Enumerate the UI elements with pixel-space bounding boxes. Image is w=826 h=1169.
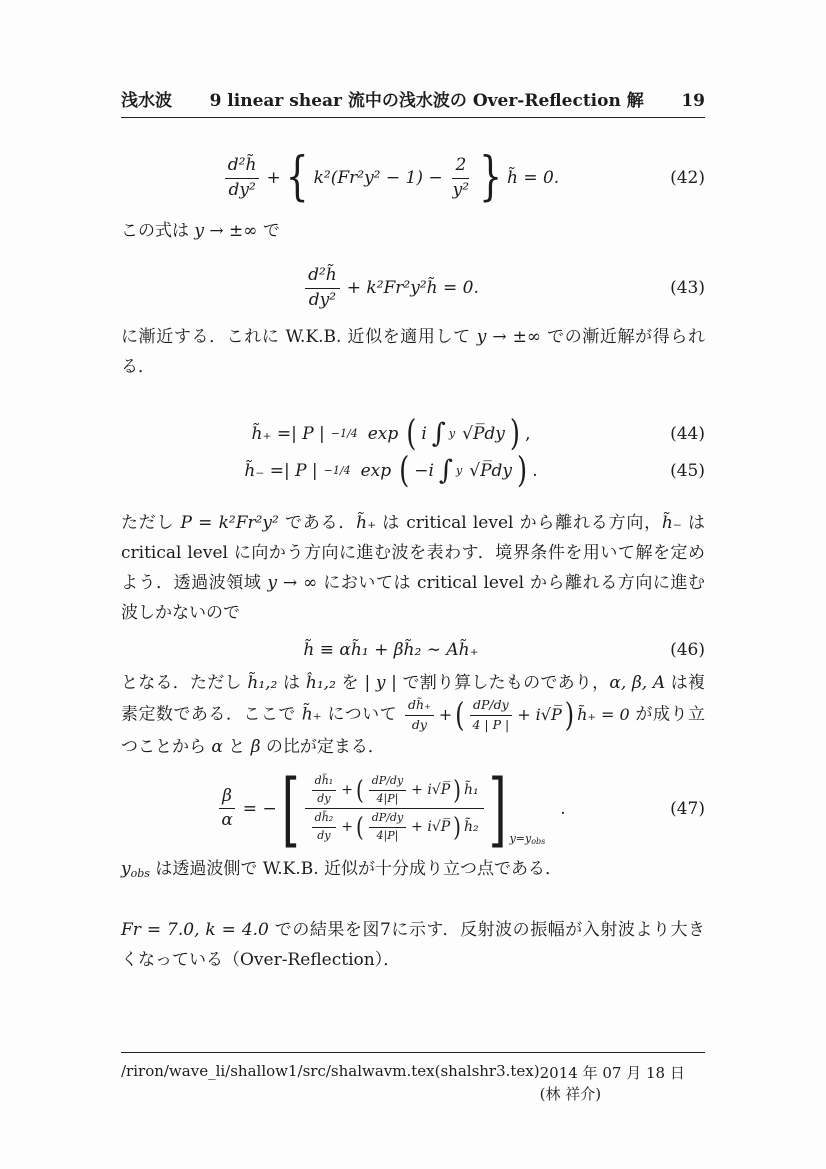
math-term: + k²Fr²y²h̃ = 0. bbox=[346, 278, 479, 299]
body-text: に漸近する．これに W.K.B. 近似を適用して bbox=[121, 327, 477, 348]
integral-upper-limit: y bbox=[448, 427, 456, 441]
equation-46-body bbox=[121, 640, 661, 660]
fraction-denominator: dy bbox=[317, 828, 331, 842]
inline-math: Fr = 7.0, k = 4.0 bbox=[121, 919, 269, 940]
text-column bbox=[121, 86, 705, 975]
body-text: においては critical level から離れる方向に進む波しかないので bbox=[121, 573, 705, 624]
math-operator: + bbox=[341, 819, 353, 836]
body-text: が成り立つことから bbox=[121, 704, 705, 757]
punctuation: . bbox=[532, 460, 538, 481]
evaluation-subscript bbox=[510, 832, 546, 846]
math-term: h̃ ≡ αh̃₁ + βh̃₂ ∼ Ah̃₊ bbox=[303, 640, 479, 661]
subscript-sub-text: obs bbox=[531, 836, 546, 846]
right-paren-delimiter: ) bbox=[517, 450, 528, 491]
equation-46 bbox=[121, 640, 705, 660]
body-text: は透過波側で W.K.B. 近似が十分成り立つ点である． bbox=[149, 858, 563, 879]
fraction-denominator: α bbox=[221, 810, 233, 831]
left-paren-delimiter: ( bbox=[399, 450, 410, 491]
superscript: −1/4 bbox=[330, 427, 358, 441]
inline-math: y → ±∞ bbox=[476, 327, 542, 348]
equation-number: (42) bbox=[670, 168, 705, 189]
body-text: の比が定まる． bbox=[260, 736, 385, 757]
body-text: は critical level に向かう方向に進む波を表わす．境界条件を用いて解を定めよう．透過波領域 bbox=[121, 513, 706, 594]
inline-math: ĥ₁,₂ bbox=[305, 673, 336, 694]
fraction bbox=[369, 812, 406, 842]
equation-43-body bbox=[121, 266, 661, 310]
paragraph-5 bbox=[121, 854, 705, 889]
punctuation: , bbox=[525, 423, 531, 444]
math-term: h̃₊ =| P | bbox=[251, 423, 325, 444]
fraction bbox=[312, 812, 337, 842]
left-paren-delimiter: ( bbox=[455, 696, 465, 734]
equation-43 bbox=[121, 266, 705, 310]
fraction-denominator: y² bbox=[452, 179, 470, 200]
fraction bbox=[369, 775, 406, 805]
inline-math: | y | bbox=[364, 673, 397, 694]
fraction-numerator: d²h̃ bbox=[305, 266, 340, 289]
superscript: −1/4 bbox=[323, 464, 351, 478]
left-brace-delimiter: { bbox=[285, 147, 309, 208]
math-operator: + bbox=[341, 782, 353, 799]
fraction bbox=[469, 698, 512, 732]
equation-47-body bbox=[121, 761, 661, 856]
integral-sign: ∫ bbox=[438, 455, 454, 487]
left-paren-delimiter: ( bbox=[355, 811, 364, 843]
fraction bbox=[225, 156, 260, 200]
body-text: で bbox=[257, 221, 280, 242]
fraction-numerator: 2 bbox=[452, 156, 469, 179]
math-term: h̃₋ =| P | bbox=[244, 460, 318, 481]
fraction-numerator: dh̃₁ bbox=[312, 775, 337, 791]
math-term: h̃₂ bbox=[463, 819, 479, 836]
equation-number: (44) bbox=[670, 423, 705, 444]
fraction-denominator: 4 | P | bbox=[472, 716, 510, 732]
paragraph-6 bbox=[121, 915, 705, 975]
math-term: √P̅dy bbox=[469, 460, 513, 481]
inline-math: α bbox=[211, 736, 223, 757]
running-head-section-title: 9 linear shear 流中の浅水波の Over-Reflection 解 bbox=[209, 91, 644, 111]
fraction-denominator: dy² bbox=[308, 289, 337, 310]
fraction-denominator: dy bbox=[411, 716, 427, 732]
fraction-numerator: dh̃₂ bbox=[312, 812, 337, 828]
equation-47 bbox=[121, 761, 705, 856]
inline-math: α, β, A bbox=[609, 673, 666, 694]
big-fraction bbox=[305, 772, 484, 846]
right-brace-delimiter: } bbox=[479, 147, 502, 208]
math-term: h̃₊ = 0 bbox=[577, 705, 630, 725]
fraction-numerator: dh̃₊ bbox=[405, 698, 434, 715]
body-text: は critical level から離れる方向， bbox=[376, 513, 662, 534]
subscript: obs bbox=[130, 866, 150, 880]
math-operator: = − bbox=[242, 798, 277, 819]
math-function: exp bbox=[360, 460, 392, 481]
fraction-numerator: dP/dy bbox=[369, 812, 406, 828]
body-text: は複素定数である．ここで bbox=[121, 673, 706, 725]
body-text: となる．ただし bbox=[121, 673, 248, 694]
math-term: k²(Fr²y² − 1) − bbox=[313, 168, 443, 189]
right-paren-delimiter: ) bbox=[453, 811, 461, 843]
paragraph-4 bbox=[121, 668, 705, 762]
equation-number: (43) bbox=[670, 278, 705, 299]
equation-number: (47) bbox=[670, 798, 705, 819]
math-operator: + bbox=[438, 705, 453, 725]
fraction bbox=[450, 156, 472, 200]
math-term: + i√P̅ bbox=[411, 782, 451, 799]
inline-math: h̃₋ bbox=[661, 513, 682, 534]
fraction bbox=[218, 787, 235, 831]
body-text: である． bbox=[278, 513, 357, 534]
right-paren-delimiter: ) bbox=[453, 774, 461, 806]
equation-42-body bbox=[121, 147, 661, 208]
footer-file-path: /riron/wave_li/shallow1/src/shalwavm.tex(shalshr3.tex) bbox=[121, 1062, 540, 1080]
fraction-denominator: 4|P| bbox=[376, 791, 399, 805]
equation-44-body bbox=[121, 413, 661, 454]
big-fraction-numerator bbox=[305, 772, 484, 809]
footer-date-author: 2014 年 07 月 18 日 (林 祥介) bbox=[539, 1064, 685, 1103]
inline-math: h̃₊ bbox=[356, 513, 377, 534]
integral-sign: ∫ bbox=[431, 418, 446, 450]
inline-math: β bbox=[250, 736, 261, 757]
body-text: ただし bbox=[121, 513, 181, 534]
inline-math: h̃₊ bbox=[301, 704, 322, 725]
body-text: この式は bbox=[121, 221, 195, 242]
inline-math: y bbox=[121, 858, 131, 879]
math-term: + i√P̅ bbox=[517, 705, 562, 725]
body-text: での漸近解が得られる． bbox=[121, 327, 706, 378]
equation-45-body bbox=[121, 450, 661, 491]
equation-42 bbox=[121, 147, 705, 208]
left-bracket-delimiter: [ bbox=[281, 761, 300, 856]
math-term: h̃₁ bbox=[463, 782, 479, 799]
paragraph-3 bbox=[121, 508, 705, 628]
integral-upper-limit: y bbox=[456, 464, 463, 478]
page-footer bbox=[121, 1052, 705, 1104]
left-paren-delimiter: ( bbox=[406, 413, 417, 454]
right-bracket-delimiter: ] bbox=[488, 761, 507, 856]
fraction-numerator: d²h̃ bbox=[225, 156, 260, 179]
math-term: i bbox=[421, 423, 427, 444]
inline-math: P = k²Fr²y² bbox=[180, 513, 279, 534]
body-text: での結果を図7に示す．反射波の振幅が入射波より大きくなっている（Over-Reflection）． bbox=[121, 919, 705, 970]
subscript-text: y=y bbox=[509, 831, 532, 845]
body-text: は bbox=[277, 673, 306, 694]
math-term: √P̅dy bbox=[462, 423, 505, 444]
math-term: + i√P̅ bbox=[411, 819, 451, 836]
fraction-numerator: β bbox=[219, 787, 235, 810]
equation-number: (45) bbox=[670, 460, 705, 481]
fraction bbox=[305, 266, 340, 310]
fraction-numerator: dP/dy bbox=[369, 775, 406, 791]
big-fraction-denominator bbox=[305, 809, 484, 845]
equation-number: (46) bbox=[670, 640, 705, 661]
right-paren-delimiter: ) bbox=[564, 696, 575, 734]
fraction bbox=[405, 698, 434, 732]
left-paren-delimiter: ( bbox=[355, 774, 364, 806]
body-text: を bbox=[335, 673, 365, 694]
fraction-denominator: 4|P| bbox=[376, 828, 399, 842]
inline-formula bbox=[403, 698, 630, 732]
fraction-numerator: dP/dy bbox=[470, 698, 512, 715]
math-term: −i bbox=[414, 460, 434, 481]
math-operator: + bbox=[266, 168, 281, 189]
running-head-left: 浅水波 bbox=[121, 91, 172, 111]
body-text: で割り算したものであり， bbox=[396, 673, 610, 694]
equation-44 bbox=[121, 413, 705, 454]
body-text: と bbox=[222, 736, 251, 757]
inline-math: y → ∞ bbox=[267, 573, 318, 594]
math-term: h̃ = 0. bbox=[506, 168, 560, 189]
fraction-denominator: dy² bbox=[228, 179, 256, 200]
inline-math: h̃₁,₂ bbox=[247, 673, 278, 694]
inline-math: y → ±∞ bbox=[194, 221, 258, 242]
body-text: について bbox=[321, 704, 404, 725]
paragraph-2 bbox=[121, 322, 705, 382]
right-paren-delimiter: ) bbox=[509, 413, 521, 454]
fraction-denominator: dy bbox=[317, 791, 331, 805]
page-number: 19 bbox=[681, 91, 705, 111]
punctuation: . bbox=[560, 798, 566, 819]
paragraph-1 bbox=[121, 216, 705, 246]
math-function: exp bbox=[367, 423, 399, 444]
equation-45 bbox=[121, 450, 705, 491]
running-header bbox=[121, 86, 705, 118]
fraction bbox=[312, 775, 337, 805]
